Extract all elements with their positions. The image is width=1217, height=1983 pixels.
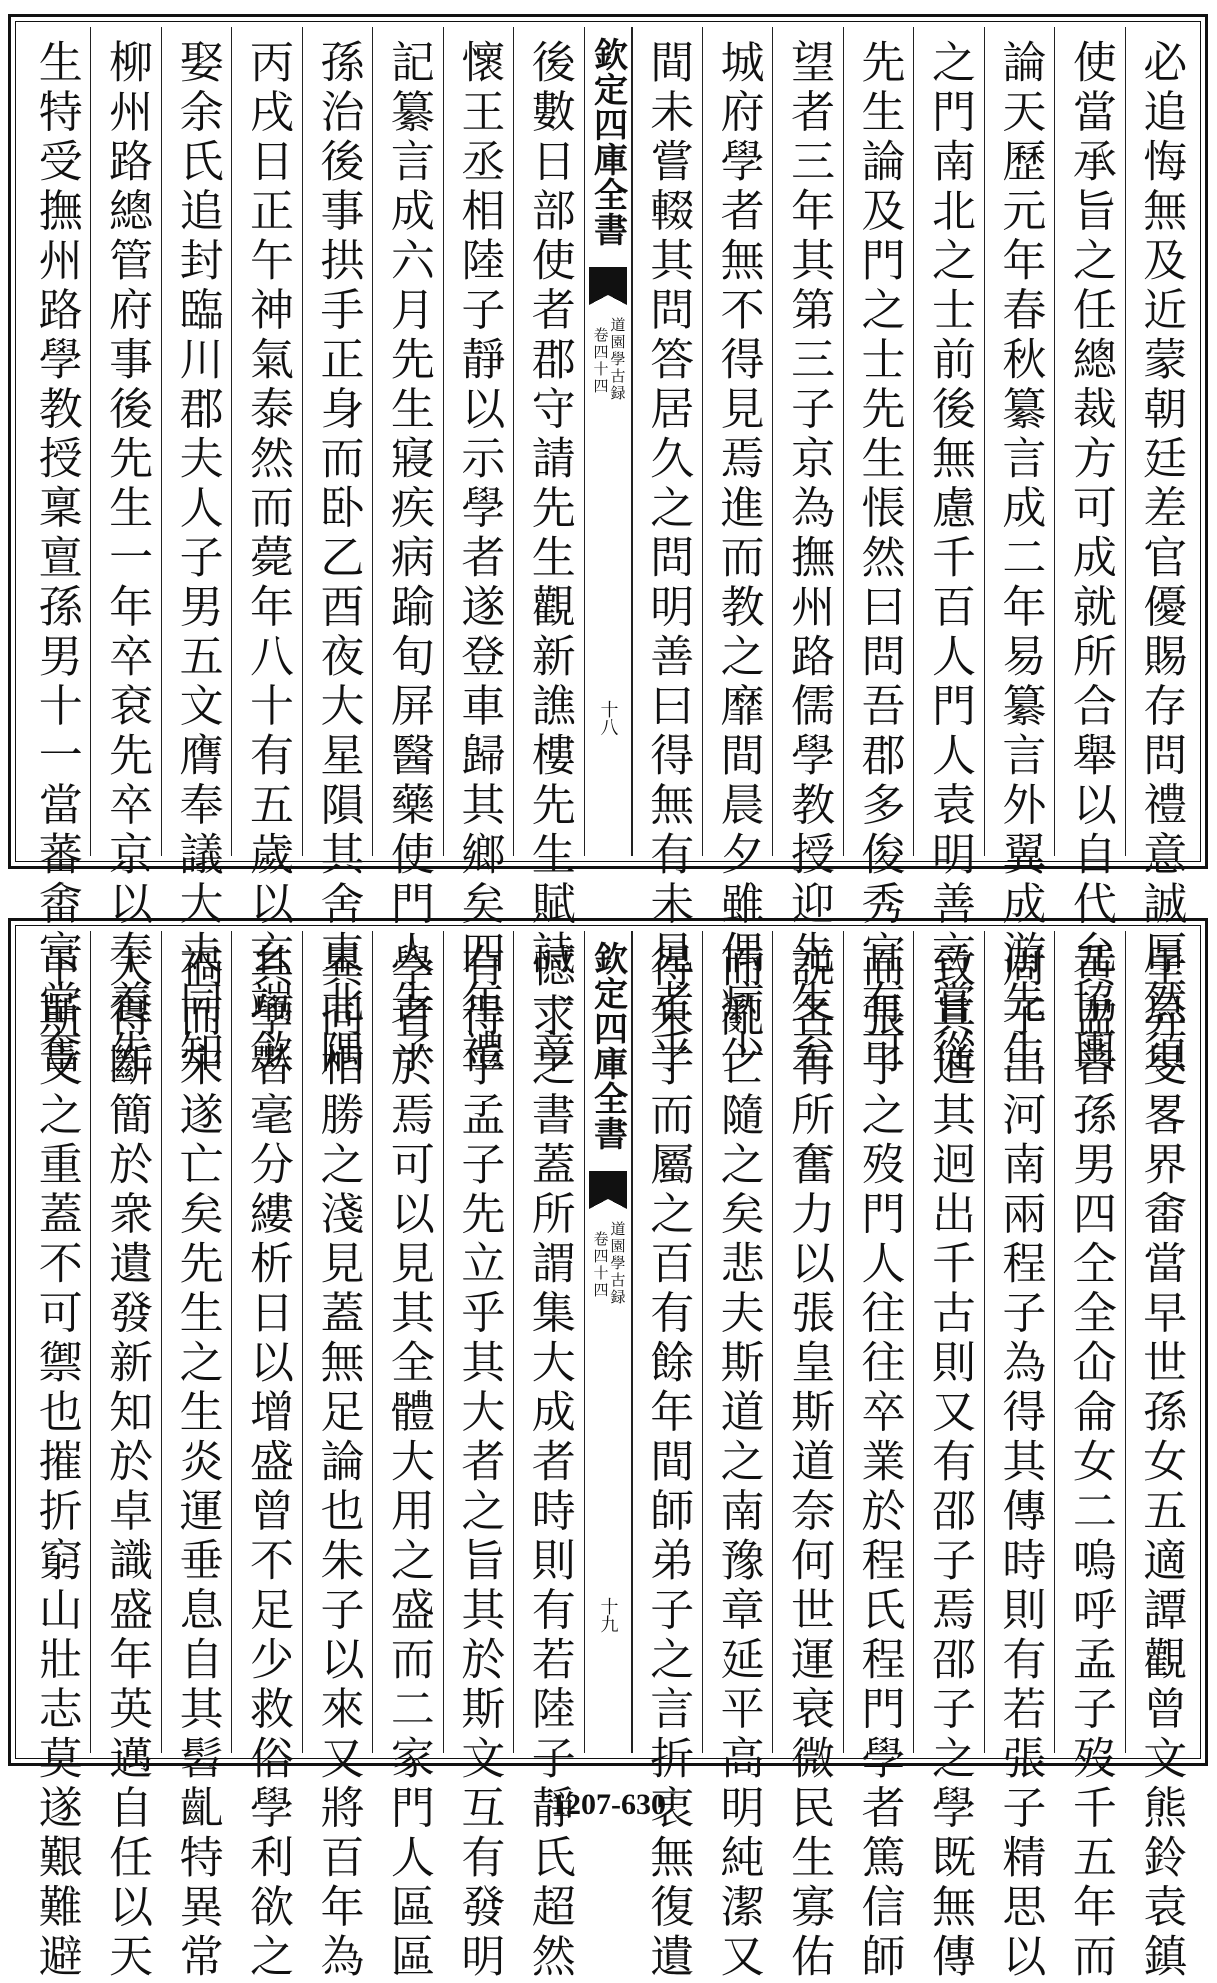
text-column (161, 931, 231, 1983)
text-column (984, 27, 1054, 1079)
column-text: 記纂言成六月先生寢疾病踰旬屏醫藥使門人告子 (382, 39, 434, 1079)
text-column (21, 27, 90, 1079)
juan-number: 卷四十四 (591, 327, 610, 395)
column-text: 使當承旨之任總裁方可成就所合舉以自代允協輿 (1064, 39, 1116, 1079)
book-title: 欽定四庫全書 (587, 37, 628, 247)
fishtail-mark-icon (589, 1171, 627, 1199)
column-text: 城府學者無不得見焉進而教之靡間晨夕雖偶病少 (712, 39, 764, 1079)
text-column (632, 27, 702, 1079)
column-text: 其學者毫分縷析日以增盛曾不足少救俗學利欲之 (242, 943, 294, 1983)
fishtail-mark-icon (589, 267, 627, 295)
column-text: 周子出河南兩程子為得其傳時則有若張子精思以 (994, 943, 1046, 1983)
column-text: 人得斷簡於衆遺發新知於卓識盛年英邁自任以天 (101, 943, 153, 1983)
text-column (513, 27, 583, 1079)
column-text: 先生論及門之士先生悵然曰問吾郡多俊秀宜有可 (853, 39, 905, 1079)
center-fold-column (584, 931, 632, 1753)
text-column (90, 931, 160, 1983)
column-text: 之門南北之士前後無慮千百人門人袁明善言嘗從 (923, 39, 975, 1079)
column-text: 間未嘗輟其問答居久之問明善曰得無有未見者乎 (642, 39, 694, 1079)
text-column (302, 27, 372, 1079)
column-text: 有得乎孟子先立乎其大者之旨其於斯文互有發明 (453, 943, 505, 1983)
column-text: 憾求之書蓋所謂集大成者時則有若陸子靜氏超然 (523, 943, 575, 1983)
juan-number: 卷四十四 (591, 1231, 610, 1299)
text-column (772, 931, 842, 1983)
column-text: 下斯文之重蓋不可禦也摧折窮山壯志莫遂艱難避 (30, 943, 82, 1983)
column-text: 柳州路總管府事後先生一年卒袞先卒京以奉養先 (101, 39, 153, 1079)
column-text: 學者於焉可以見其全體大用之盛而二家門人區區 (382, 943, 434, 1983)
column-text: 得朱子而屬之百有餘年間師弟子之言折衷無復遺 (642, 943, 694, 1983)
source-title: 道園學古録 (608, 1221, 627, 1306)
text-column (702, 931, 772, 1983)
text-column (443, 931, 513, 1983)
column-text: 生特受撫州路學教授稟亶孫男十一當蕃畬富當奮 (30, 39, 82, 1079)
text-column (1054, 931, 1124, 1983)
text-column (1125, 27, 1195, 1079)
upper-page-panel (8, 14, 1208, 1079)
volume-page-code: 1207-630 (551, 1788, 666, 1821)
text-column (632, 931, 702, 1983)
text-column (843, 931, 913, 1983)
column-text: 説各有所奮力以張皇斯道奈何世運衰微民生寡佑 (783, 943, 835, 1983)
text-column (1125, 931, 1195, 1983)
column-text: 黄盅曾孫男四仝全仚侖女二嗚呼孟子歿千五年而 (1064, 943, 1116, 1983)
folio-number: 十八 (597, 700, 619, 736)
folio-number: 十九 (597, 1597, 619, 1633)
text-column (372, 27, 442, 1079)
text-column (231, 931, 301, 1983)
column-text: 懷王丞相陸子靜以示學者遂登車歸其鄉矣四年禮 (453, 39, 505, 1079)
column-text: 望者三年其第三子京為撫州路儒學教授迎先生至 (783, 39, 835, 1079)
upper-text-columns (21, 27, 1195, 1079)
text-column (231, 27, 301, 1079)
book-title: 欽定四庫全書 (587, 941, 628, 1151)
column-text: 而張子之歿門人往往卒業於程氏程門學者篤信師 (853, 943, 905, 1983)
text-column (913, 27, 983, 1079)
text-column (161, 27, 231, 1079)
center-fold-column (584, 27, 632, 856)
column-text: 異同相勝之淺見蓋無足論也朱子以來又將百年為 (312, 943, 364, 1983)
column-text: 禍而宋遂亡矣先生之生炎運垂息自其髫齓特異常 (171, 943, 223, 1983)
text-column (21, 931, 90, 1983)
column-text: 娶余氏追封臨川郡夫人子男五文膺奉議大夫同知 (171, 39, 223, 1079)
text-column (372, 931, 442, 1983)
column-text: 必追悔無及近蒙朝廷差官優賜存問禮意誠厚然須 (1135, 39, 1187, 1079)
column-text: 而亂亡隨之矣悲夫斯道之南豫章延平高明純潔又 (712, 943, 764, 1983)
column-text: 丙戌日正午神氣泰然而薨年八十有五歲以玄端歛 (242, 39, 294, 1079)
column-text: 致其道其迥出千古則又有邵子焉邵子之學既無傳 (923, 943, 975, 1983)
column-text: 孫治後事拱手正身而卧乙酉夜大星隕其舍東北隅 (312, 39, 364, 1079)
text-column (913, 931, 983, 1983)
text-column (1054, 27, 1124, 1079)
text-column (443, 27, 513, 1079)
text-column (90, 27, 160, 1079)
text-column (702, 27, 772, 1079)
column-text: 後數日部使者郡守請先生觀新譙樓先生賦詩一章 (523, 39, 575, 1079)
source-title: 道園學古録 (608, 317, 627, 402)
text-column (984, 931, 1054, 1983)
column-text: 里昇旻畧界畬當早世孫女五適譚觀曾文熊鈴袁鎮 (1135, 943, 1187, 1983)
text-column (513, 931, 583, 1983)
column-text: 論天歷元年春秋纂言成二年易纂言外翼成游先生 (994, 39, 1046, 1079)
text-column (302, 931, 372, 1983)
text-column (843, 27, 913, 1079)
text-column (772, 27, 842, 1079)
